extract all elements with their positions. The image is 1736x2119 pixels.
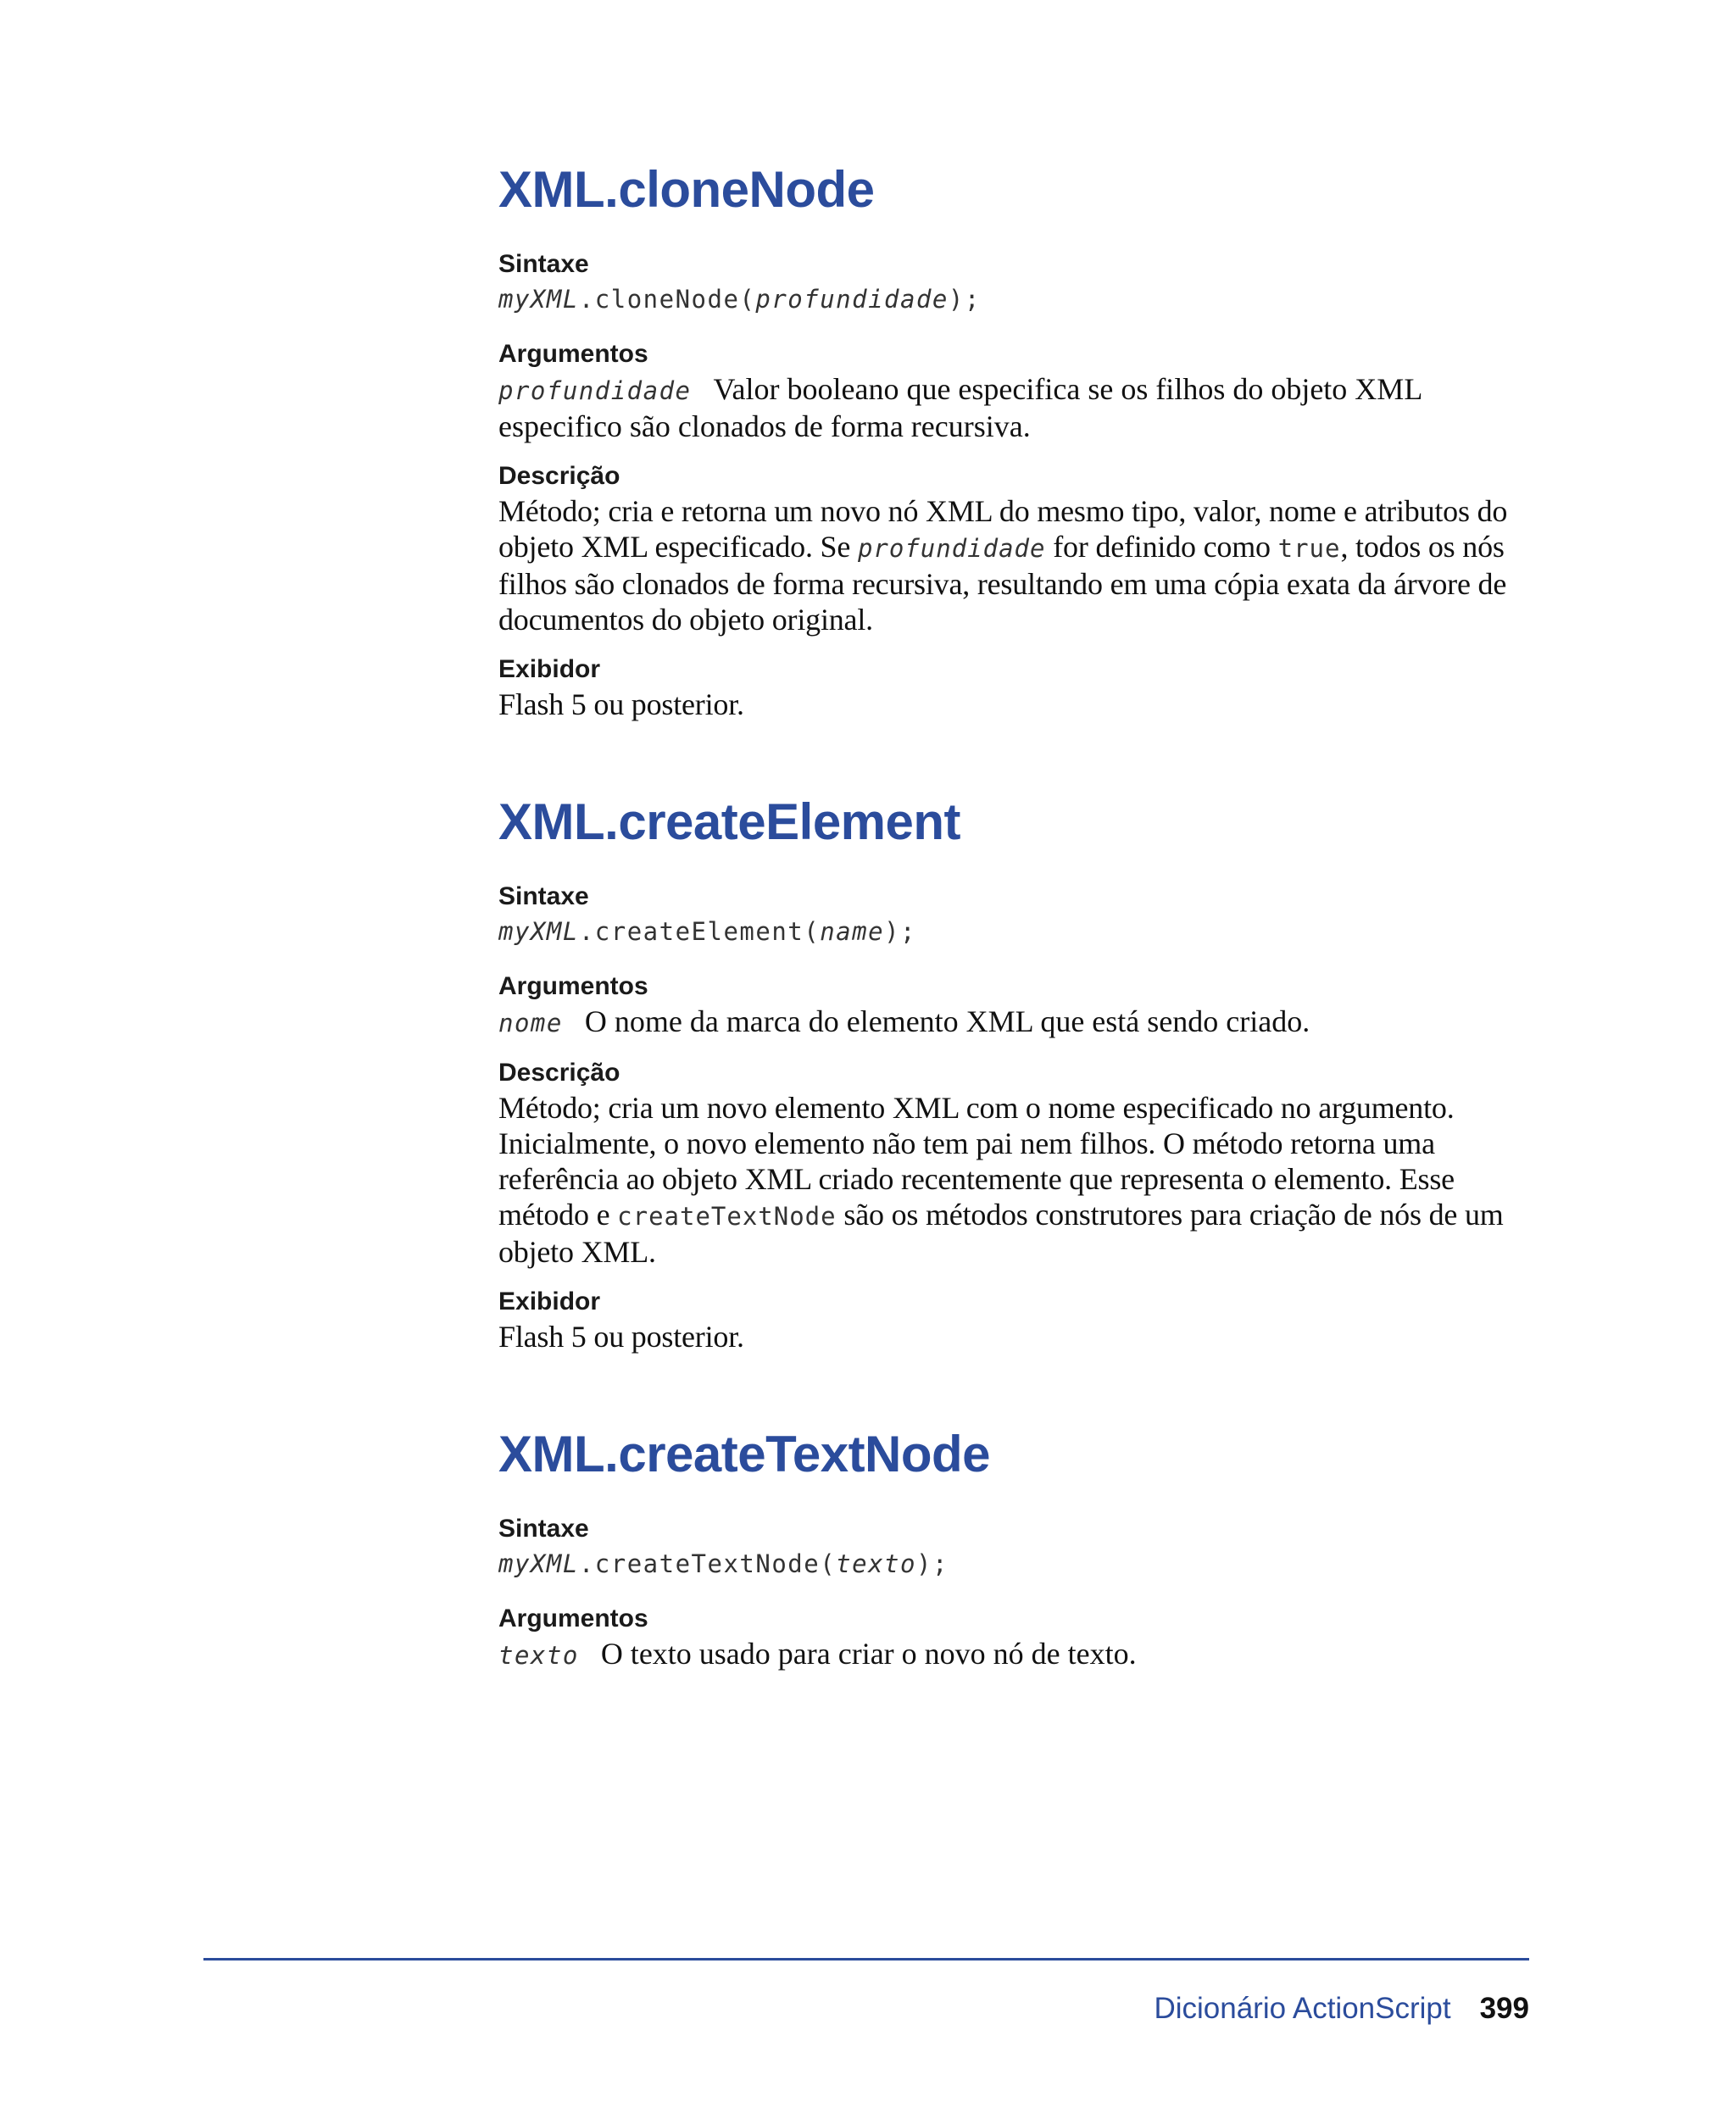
player-label: Exibidor	[498, 1288, 601, 1315]
syntax-param: name	[820, 917, 885, 946]
syntax-method: .createTextNode(	[578, 1549, 837, 1578]
page-footer	[1154, 1990, 1529, 2027]
arguments-section	[498, 337, 1531, 444]
argument-name: nome	[498, 1009, 563, 1037]
description-part: Método; cria um novo elemento XML com o nome especificado no argumento. Inicialmente, o novo elemento não tem pai nem filhos. O método retorna uma referência ao objeto XML criado recentemente que representa o elemento. Esse método e	[498, 1091, 1455, 1232]
syntax-section	[498, 247, 1531, 322]
syntax-end: );	[948, 285, 981, 314]
player-label: Exibidor	[498, 655, 601, 683]
syntax-object: myXML	[498, 917, 579, 946]
arguments-section	[498, 1602, 1531, 1673]
syntax-label: Sintaxe	[498, 882, 589, 910]
entry-title: XML.cloneNode	[498, 161, 875, 218]
inline-code: true	[1277, 534, 1341, 563]
argument-row	[498, 1636, 1531, 1673]
syntax-end: );	[884, 917, 916, 946]
arguments-label: Argumentos	[498, 1605, 648, 1632]
argument-name: texto	[498, 1641, 579, 1670]
description-part: , todos os nós filhos são clonados de forma recursiva, resultando em uma cópia exata da árvore de documentos do objeto original.	[498, 530, 1507, 637]
entry-createtextnode	[498, 1419, 1531, 1673]
entry-clonenode	[498, 154, 1531, 722]
description-label: Descrição	[498, 1059, 620, 1087]
player-text: Flash 5 ou posterior.	[498, 1320, 744, 1354]
footer-title: Dicionário ActionScript	[1154, 1992, 1451, 2025]
player-section	[498, 653, 1531, 722]
description-part: for definido como	[1045, 530, 1278, 564]
syntax-code	[498, 914, 1531, 954]
argument-description: O nome da marca do elemento XML que está sendo criado.	[584, 1004, 1310, 1038]
description-part: Método; cria e retorna um novo nó XML do mesmo tipo, valor, nome e atributos do objeto XML especificado. Se	[498, 494, 1508, 564]
description-text	[498, 493, 1531, 637]
syntax-code	[498, 281, 1531, 322]
entry-title: XML.createElement	[498, 793, 961, 850]
player-text: Flash 5 ou posterior.	[498, 687, 744, 721]
footer-rule	[203, 1958, 1529, 1960]
argument-row	[498, 371, 1531, 444]
argument-description: Valor booleano que especifica se os filhos do objeto XML especifico são clonados de forma recursiva.	[498, 372, 1422, 443]
syntax-object: myXML	[498, 285, 579, 314]
page-number: 399	[1479, 1992, 1529, 2025]
syntax-section	[498, 1512, 1531, 1587]
arguments-label: Argumentos	[498, 340, 648, 368]
arguments-label: Argumentos	[498, 972, 648, 1000]
syntax-end: );	[915, 1549, 949, 1578]
syntax-method: .cloneNode(	[578, 285, 756, 314]
syntax-param: profundidade	[755, 285, 949, 314]
inline-code: profundidade	[857, 534, 1046, 563]
argument-row	[498, 1004, 1531, 1041]
syntax-code	[498, 1546, 1531, 1587]
syntax-label: Sintaxe	[498, 250, 589, 278]
argument-name: profundidade	[498, 376, 692, 405]
syntax-method: .createElement(	[578, 917, 821, 946]
description-label: Descrição	[498, 462, 620, 490]
description-part: são os métodos construtores para criação de nós de um objeto XML.	[498, 1198, 1504, 1269]
player-section	[498, 1285, 1531, 1354]
argument-description: O texto usado para criar o novo nó de texto.	[600, 1637, 1137, 1671]
entry-createelement	[498, 787, 1531, 1354]
inline-code: createTextNode	[617, 1202, 837, 1231]
description-section	[498, 1056, 1531, 1270]
arguments-section	[498, 970, 1531, 1041]
description-text	[498, 1090, 1531, 1270]
content-column	[498, 154, 1531, 1673]
syntax-param: texto	[836, 1549, 916, 1578]
entry-title: XML.createTextNode	[498, 1426, 991, 1482]
syntax-object: myXML	[498, 1549, 579, 1578]
syntax-label: Sintaxe	[498, 1515, 589, 1543]
description-section	[498, 459, 1531, 637]
syntax-section	[498, 880, 1531, 954]
